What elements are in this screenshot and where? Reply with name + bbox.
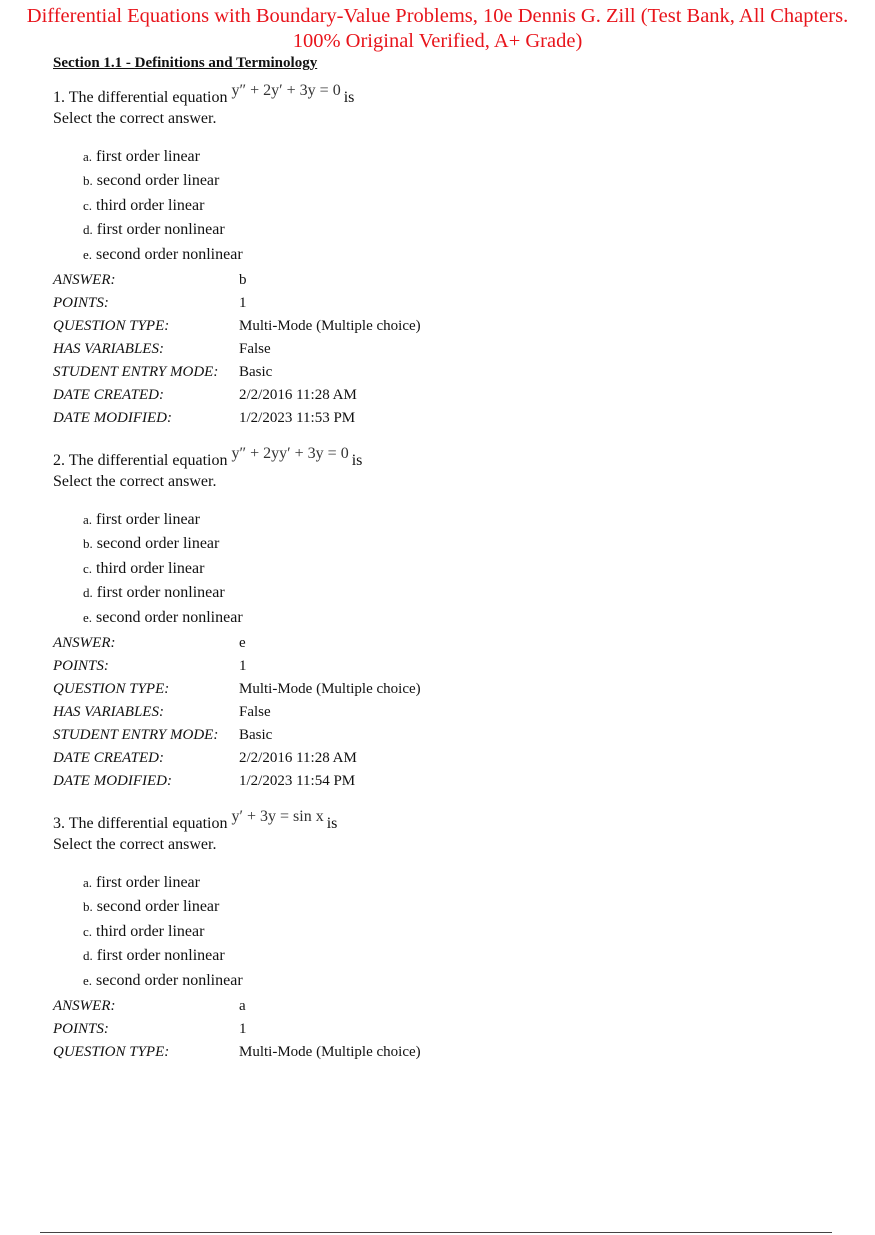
option-text: third order linear (96, 197, 205, 214)
option-c (83, 922, 204, 942)
points-value: 1 (239, 1021, 247, 1037)
option-letter: c. (83, 924, 93, 939)
option-text: second order nonlinear (96, 609, 243, 626)
document-title-line-1: Differential Equations with Boundary-Value Problems, 10e Dennis G. Zill (Test Bank, All Chapters. (26, 5, 849, 27)
option-letter: e. (83, 247, 93, 262)
question-equation: y″ + 2y′ + 3y = 0 (231, 82, 341, 99)
question-stem-prefix: 3. The differential equation (53, 815, 228, 832)
option-letter: a. (83, 875, 93, 890)
has-variables-label: HAS VARIABLES: (53, 341, 164, 357)
student-entry-mode-label: STUDENT ENTRY MODE: (53, 727, 219, 743)
question-type-value: Multi-Mode (Multiple choice) (239, 1044, 421, 1060)
question-type-label: QUESTION TYPE: (53, 318, 170, 334)
option-letter: a. (83, 512, 93, 527)
option-d (83, 946, 225, 966)
question-equation: y″ + 2yy′ + 3y = 0 (231, 445, 349, 462)
option-letter: e. (83, 610, 93, 625)
date-created-label: DATE CREATED: (53, 750, 164, 766)
option-letter: e. (83, 973, 93, 988)
footer-divider (40, 1232, 832, 1233)
question-type-value: Multi-Mode (Multiple choice) (239, 318, 421, 334)
option-text: first order nonlinear (96, 947, 225, 964)
question-1 (0, 82, 875, 448)
option-letter: d. (83, 222, 93, 237)
question-stem-suffix: is (326, 815, 338, 832)
date-modified-value: 1/2/2023 11:53 PM (239, 410, 356, 426)
points-label: POINTS: (53, 1021, 109, 1037)
question-stem-suffix: is (351, 452, 363, 469)
option-text: second order linear (96, 898, 220, 915)
option-b (83, 171, 219, 191)
option-text: second order nonlinear (96, 246, 243, 263)
option-text: first order linear (96, 874, 200, 891)
option-text: second order linear (96, 535, 220, 552)
student-entry-mode-label: STUDENT ENTRY MODE: (53, 364, 219, 380)
option-c (83, 196, 204, 216)
option-d (83, 583, 225, 603)
answer-value: b (239, 272, 247, 288)
date-modified-label: DATE MODIFIED: (53, 410, 172, 426)
question-instruction: Select the correct answer. (53, 110, 217, 127)
answer-value: a (239, 998, 246, 1014)
option-text: first order nonlinear (96, 584, 225, 601)
option-text: first order linear (96, 148, 200, 165)
answer-label: ANSWER: (53, 998, 116, 1014)
option-text: first order nonlinear (96, 221, 225, 238)
option-letter: b. (83, 899, 93, 914)
question-type-label: QUESTION TYPE: (53, 681, 170, 697)
option-text: second order nonlinear (96, 972, 243, 989)
option-text: third order linear (96, 923, 205, 940)
option-e (83, 245, 243, 265)
option-letter: a. (83, 149, 93, 164)
answer-label: ANSWER: (53, 635, 116, 651)
points-label: POINTS: (53, 295, 109, 311)
date-modified-label: DATE MODIFIED: (53, 773, 172, 789)
answer-label: ANSWER: (53, 272, 116, 288)
option-a (83, 873, 200, 893)
question-stem-prefix: 1. The differential equation (53, 89, 228, 106)
option-e (83, 971, 243, 991)
question-instruction: Select the correct answer. (53, 473, 217, 490)
date-modified-value: 1/2/2023 11:54 PM (239, 773, 356, 789)
question-stem (53, 445, 363, 471)
document-title-line-2: 100% Original Verified, A+ Grade) (292, 30, 583, 52)
question-stem-prefix: 2. The differential equation (53, 452, 228, 469)
section-heading: Section 1.1 - Definitions and Terminology (53, 55, 318, 71)
points-value: 1 (239, 658, 247, 674)
points-label: POINTS: (53, 658, 109, 674)
student-entry-mode-value: Basic (239, 364, 273, 380)
has-variables-label: HAS VARIABLES: (53, 704, 164, 720)
question-type-value: Multi-Mode (Multiple choice) (239, 681, 421, 697)
option-letter: c. (83, 198, 93, 213)
option-letter: c. (83, 561, 93, 576)
question-stem-suffix: is (343, 89, 355, 106)
option-letter: b. (83, 536, 93, 551)
date-created-value: 2/2/2016 11:28 AM (239, 387, 357, 403)
option-text: third order linear (96, 560, 205, 577)
question-stem (53, 82, 355, 108)
question-stem (53, 808, 338, 834)
option-text: first order linear (96, 511, 200, 528)
date-created-value: 2/2/2016 11:28 AM (239, 750, 357, 766)
question-2 (0, 445, 875, 811)
question-equation: y′ + 3y = sin x (231, 808, 324, 825)
points-value: 1 (239, 295, 247, 311)
answer-value: e (239, 635, 246, 651)
date-created-label: DATE CREATED: (53, 387, 164, 403)
has-variables-value: False (239, 341, 271, 357)
question-3 (0, 808, 875, 1174)
option-a (83, 510, 200, 530)
option-d (83, 220, 225, 240)
option-b (83, 897, 219, 917)
has-variables-value: False (239, 704, 271, 720)
question-instruction: Select the correct answer. (53, 836, 217, 853)
option-c (83, 559, 204, 579)
option-b (83, 534, 219, 554)
option-letter: b. (83, 173, 93, 188)
question-type-label: QUESTION TYPE: (53, 1044, 170, 1060)
option-letter: d. (83, 948, 93, 963)
option-e (83, 608, 243, 628)
student-entry-mode-value: Basic (239, 727, 273, 743)
option-text: second order linear (96, 172, 220, 189)
document-title (0, 4, 875, 54)
option-letter: d. (83, 585, 93, 600)
option-a (83, 147, 200, 167)
